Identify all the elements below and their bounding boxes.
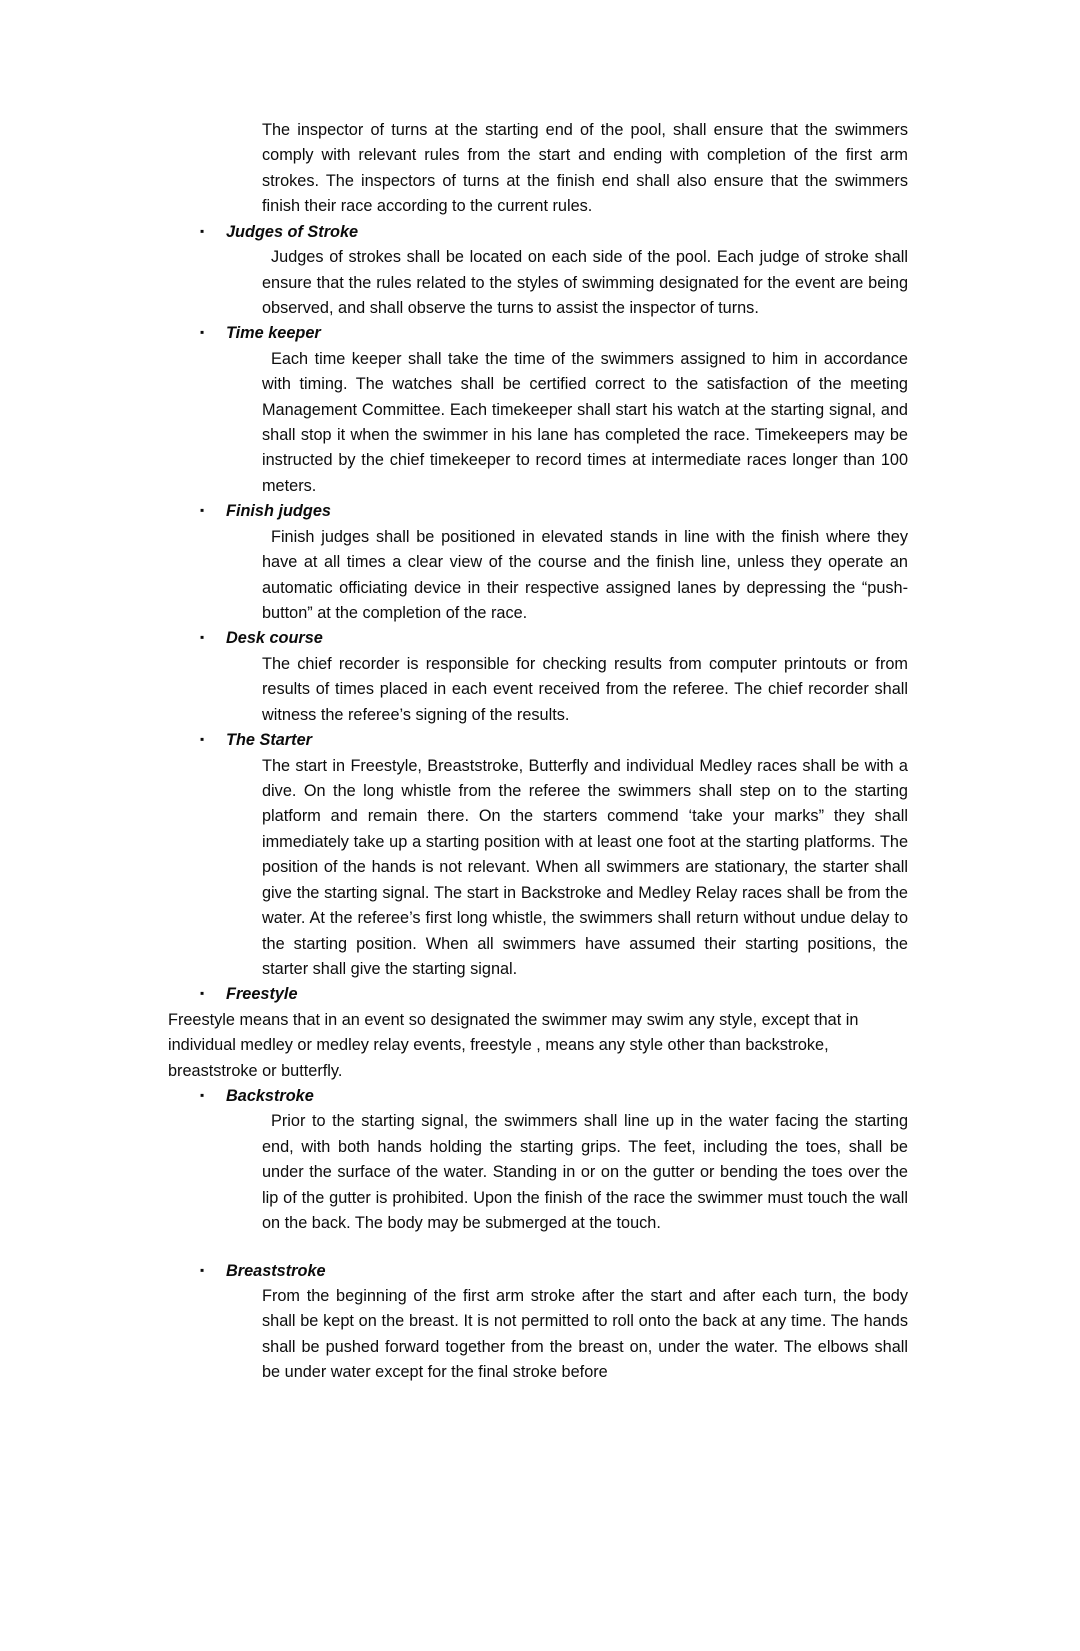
bullet-heading-breaststroke: Breaststroke (226, 1261, 326, 1280)
spacer (0, 1237, 1080, 1259)
bullet-desk-course (200, 626, 908, 651)
bullet-backstroke (200, 1084, 908, 1109)
bullet-square-icon (200, 1084, 226, 1107)
bullet-heading-the-starter: The Starter (226, 731, 312, 750)
bullet-square-icon (200, 1259, 226, 1282)
paragraph-desk-course: The chief recorder is responsible for checking results from computer printouts or from results of times placed in each event received from the referee. The chief recorder shall witness the referee’s signing of the results. (262, 654, 908, 724)
bullet-heading-finish-judges: Finish judges (226, 502, 331, 521)
bullet-time-keeper (200, 321, 908, 346)
bullet-square-icon (200, 982, 226, 1005)
document-body (0, 118, 1080, 1386)
bullet-heading-freestyle: Freestyle (226, 985, 298, 1004)
paragraph-finish-judges: Finish judges shall be positioned in elevated stands in line with the finish where they have at all times a clear view of the course and the finish line, unless they operate an automatic officiating device in their respective assigned lanes by depressing the “push-button” at the completion of the race. (262, 527, 908, 623)
paragraph-backstroke: Prior to the starting signal, the swimmers shall line up in the water facing the starting end, with both hands holding the starting grips. The feet, including the toes, shall be under the surface of the water. Standing in or on the gutter or bending the toes over the lip of the gutter is prohibited. Upon the finish of the race the swimmer must touch the wall on the back. The body may be submerged at the touch. (262, 1112, 908, 1233)
bullet-heading-judges-of-stroke: Judges of Stroke (226, 222, 359, 241)
bullet-finish-judges (200, 499, 908, 524)
bullet-heading-desk-course: Desk course (226, 629, 323, 648)
bullet-square-icon (200, 499, 226, 522)
bullet-judges-of-stroke (200, 220, 908, 245)
paragraph-time-keeper: Each time keeper shall take the time of the swimmers assigned to him in accordance with timing. The watches shall be certified correct to the satisfaction of the meeting Management Committee. Each timekeeper shall start his watch at the starting signal, and shall stop it when the swimmer in his lane has completed the race. Timekeepers may be instructed by the chief timekeeper to record times at intermediate races longer than 100 meters. (262, 349, 908, 495)
paragraph-breaststroke: From the beginning of the first arm stroke after the start and after each turn, the body shall be kept on the breast. It is not permitted to roll onto the back at any time. The hands shall be pushed forward together from the breast on, under the water. The elbows shall be under water except for the final stroke before (262, 1286, 908, 1382)
bullet-the-starter (200, 728, 908, 753)
bullet-breaststroke (200, 1259, 908, 1284)
paragraph-inspector-of-turns: The inspector of turns at the starting end of the pool, shall ensure that the swimmers comply with relevant rules from the start and ending with completion of the first arm strokes. The inspectors of turns at the finish end shall also ensure that the swimmers finish their race according to the current rules. (262, 121, 908, 216)
bullet-heading-backstroke: Backstroke (226, 1087, 314, 1106)
bullet-square-icon (200, 626, 226, 649)
bullet-square-icon (200, 321, 226, 344)
bullet-square-icon (200, 220, 226, 243)
bullet-square-icon (200, 728, 226, 751)
bullet-heading-time-keeper: Time keeper (226, 324, 321, 343)
bullet-freestyle (200, 982, 908, 1007)
paragraph-judges-of-stroke: Judges of strokes shall be located on each side of the pool. Each judge of stroke shall ensure that the rules related to the styles of swimming designated for the event are being observed, and shall observe the turns to assist the inspector of turns. (262, 248, 908, 317)
paragraph-freestyle-definition: Freestyle means that in an event so designated the swimmer may swim any style, except that in individual medley or medley relay events, freestyle , means any style other than backstroke, breaststroke or butterfly. (168, 1010, 859, 1080)
paragraph-the-starter: The start in Freestyle, Breaststroke, Butterfly and individual Medley races shall be with a dive. On the long whistle from the referee the swimmers shall step on to the starting platform and remain there. On the starters commend ‘take your marks” they shall immediately take up a starting position with at least one foot at the starting platforms. The position of the hands is not relevant. When all swimmers are stationary, the starter shall give the starting signal. The start in Backstroke and Medley Relay races shall be from the water. At the referee’s first long whistle, the swimmers shall return without undue delay to the starting position. When all swimmers have assumed their starting positions, the starter shall give the starting signal. (262, 756, 908, 978)
